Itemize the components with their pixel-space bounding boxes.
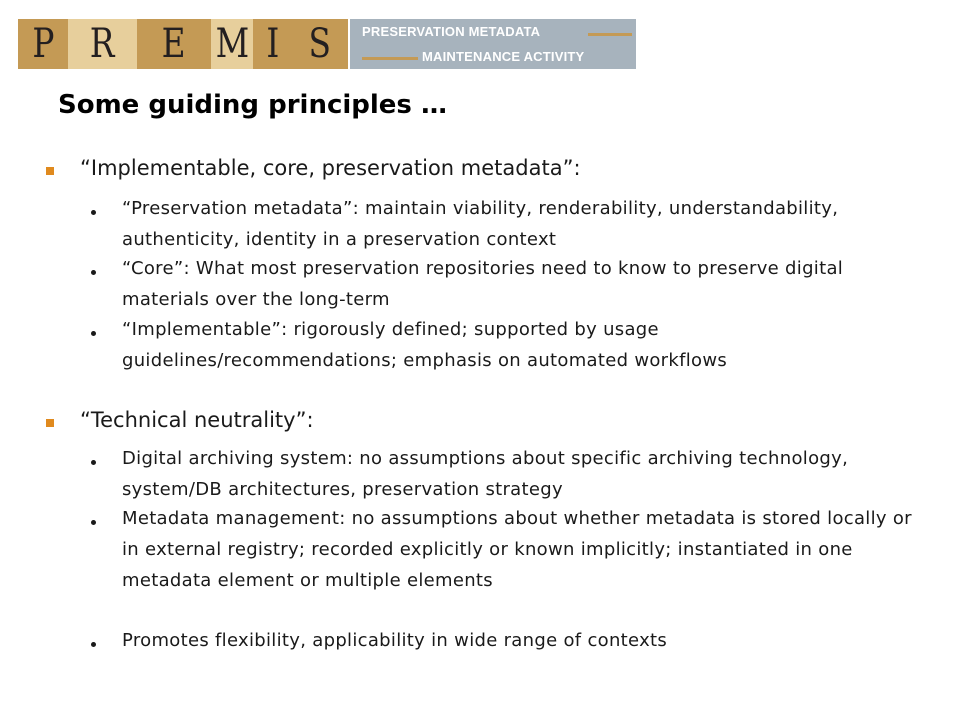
logo-tagline-panel <box>350 19 636 69</box>
logo-rule <box>362 57 418 60</box>
list-item: Promotes flexibility, applicability in wide range of contexts <box>122 630 668 651</box>
logo-tagline-top: PRESERVATION METADATA <box>362 24 541 39</box>
bullet-dot-icon <box>91 520 96 525</box>
logo-letter-e: E <box>137 19 211 69</box>
section-heading: “Implementable, core, preservation metadata”: <box>80 156 581 180</box>
premis-logo <box>18 19 618 69</box>
bullet-dot-icon <box>91 210 96 215</box>
bullet-dot-icon <box>91 642 96 647</box>
list-item: “Preservation metadata”: maintain viability, renderability, understandability, authenticity, identity in a preservation context <box>122 198 839 250</box>
bullet-dot-icon <box>91 331 96 336</box>
list-item: Metadata management: no assumptions about whether metadata is stored locally or in external registry; recorded explicitly or known implicitly; instantiated in one metadata element or multiple elements <box>122 508 912 591</box>
logo-rule <box>588 33 632 36</box>
logo-tagline-bottom: MAINTENANCE ACTIVITY <box>422 49 585 64</box>
square-bullet-icon <box>46 167 54 175</box>
logo-letter-m: M <box>211 19 253 69</box>
logo-letter-r: R <box>68 19 137 69</box>
section-heading: “Technical neutrality”: <box>80 408 314 432</box>
list-item: “Implementable”: rigorously defined; supported by usage guidelines/recommendations; emphasis on automated workflows <box>122 319 728 371</box>
logo-letter-s: S <box>292 19 348 69</box>
bullet-dot-icon <box>91 460 96 465</box>
logo-letter-p: P <box>18 19 68 69</box>
square-bullet-icon <box>46 419 54 427</box>
slide-title: Some guiding principles … <box>58 90 447 120</box>
bullet-dot-icon <box>91 270 96 275</box>
list-item: Digital archiving system: no assumptions about specific archiving technology, system/DB architectures, preservation strategy <box>122 448 849 500</box>
list-item: “Core”: What most preservation repositories need to know to preserve digital materials over the long-term <box>122 258 844 310</box>
logo-letter-i: I <box>253 19 292 69</box>
